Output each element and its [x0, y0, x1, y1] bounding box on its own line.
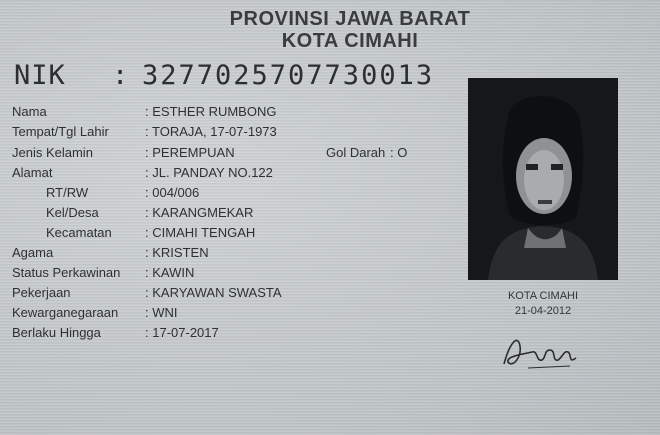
field-label: Alamat: [12, 165, 53, 180]
portrait-silhouette: [468, 78, 618, 280]
nik-value: 3277025707730013: [142, 60, 435, 91]
field-label: Agama: [12, 245, 54, 260]
field-label: Kecamatan: [46, 225, 112, 240]
field-label: Jenis Kelamin: [12, 145, 93, 160]
field-label: Status Perkawinan: [12, 265, 121, 280]
blood-type-value: : O: [390, 145, 407, 160]
nik-colon: :: [112, 60, 129, 91]
field-label: Nama: [12, 104, 47, 119]
nik-label: NIK: [14, 60, 66, 91]
field-label: Kel/Desa: [46, 205, 99, 220]
issue-city: KOTA CIMAHI: [507, 290, 579, 302]
field-value: : WNI: [145, 305, 178, 320]
field-value: : CIMAHI TENGAH: [145, 225, 255, 240]
field-value: : ESTHER RUMBONG: [145, 104, 276, 119]
signature-icon: [498, 328, 588, 381]
id-portrait-photo: [468, 78, 618, 280]
field-value: : TORAJA, 17-07-1973: [145, 124, 277, 139]
field-value: : JL. PANDAY NO.122: [145, 165, 273, 180]
blood-type-label: Gol Darah: [326, 145, 386, 160]
city-title: KOTA CIMAHI: [281, 30, 419, 52]
field-value: : 004/006: [145, 185, 199, 200]
field-label: Pekerjaan: [12, 285, 71, 300]
field-label: RT/RW: [46, 185, 89, 200]
field-label: Berlaku Hingga: [12, 325, 101, 340]
field-value: : KAWIN: [145, 265, 194, 280]
field-value: : PEREMPUAN: [145, 145, 235, 160]
field-label: Kewarganegaraan: [12, 305, 119, 320]
field-label: Tempat/Tgl Lahir: [12, 124, 109, 139]
field-value: : KARYAWAN SWASTA: [145, 285, 282, 300]
province-title: PROVINSI JAWA BARAT: [229, 8, 471, 30]
field-value: : KRISTEN: [145, 245, 209, 260]
issue-date: 21-04-2012: [514, 305, 572, 317]
field-value: : 17-07-2017: [145, 325, 219, 340]
field-value: : KARANGMEKAR: [145, 205, 253, 220]
